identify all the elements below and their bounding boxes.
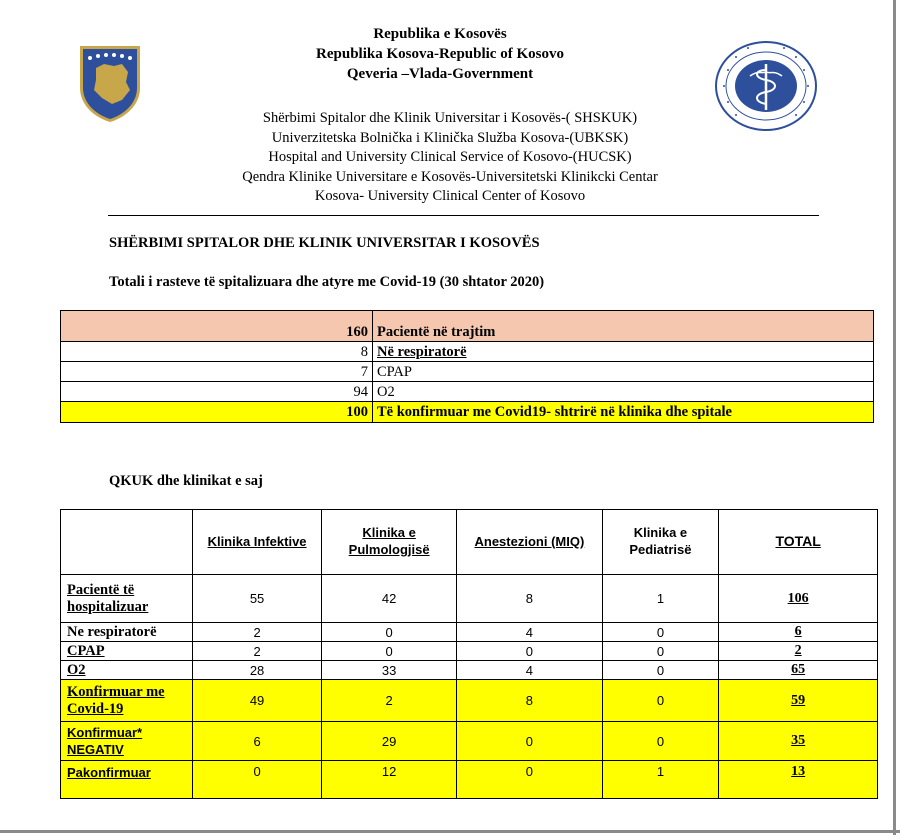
table-cell: 0 — [602, 680, 719, 722]
table-cell: 0 — [602, 623, 719, 642]
table-cell: 33 — [322, 661, 457, 680]
clinics-header-row — [61, 510, 878, 575]
summary-row — [61, 402, 874, 423]
summary-value: 8 — [61, 342, 373, 362]
table-cell: 0 — [457, 722, 602, 761]
table-cell: 28 — [193, 661, 322, 680]
table-row — [61, 642, 878, 661]
table-cell: 6 — [193, 722, 322, 761]
summary-table — [60, 310, 874, 423]
table-cell: 0 — [602, 661, 719, 680]
row-total: 2 — [719, 642, 878, 661]
summary-label: CPAP — [373, 362, 874, 382]
table-cell: 0 — [322, 642, 457, 661]
row-label: Konfirmuar me Covid-19 — [61, 680, 193, 722]
summary-label: Të konfirmuar me Covid19- shtrirë në klinika dhe spitale — [373, 402, 874, 423]
row-total: 65 — [719, 661, 878, 680]
table-cell: 12 — [322, 761, 457, 799]
clinics-table — [60, 509, 878, 799]
clinics-section-title: QKUK dhe klinikat e saj — [109, 473, 263, 489]
row-label: Ne respiratorë — [61, 623, 193, 642]
table-cell: 8 — [457, 575, 602, 623]
summary-label: Në respiratorë — [373, 342, 874, 362]
table-row — [61, 623, 878, 642]
row-label: Pacientë të hospitalizuar — [61, 575, 193, 623]
table-cell: 2 — [193, 623, 322, 642]
table-cell: 2 — [193, 642, 322, 661]
page-edge-bottom — [0, 830, 900, 833]
table-cell: 2 — [322, 680, 457, 722]
summary-row — [61, 382, 874, 402]
column-header: Anestezioni (MIQ) — [457, 510, 602, 575]
row-label: Pakonfirmuar — [61, 761, 193, 799]
table-cell: 0 — [602, 722, 719, 761]
table-cell: 42 — [322, 575, 457, 623]
table-row — [61, 661, 878, 680]
header-republic-sq: Republika e Kosovës — [373, 26, 507, 42]
row-total: 35 — [719, 722, 878, 761]
summary-row — [61, 342, 874, 362]
row-total: 6 — [719, 623, 878, 642]
row-total: 106 — [719, 575, 878, 623]
column-header: Klinika e Pediatrisë — [602, 510, 719, 575]
table-row — [61, 680, 878, 722]
table-cell: 55 — [193, 575, 322, 623]
institution-line: Hospital and University Clinical Service of Kosovo-(HUCSK) — [268, 149, 632, 166]
report-subtitle: Totali i rasteve të spitalizuara dhe atyre me Covid-19 (30 shtator 2020) — [109, 274, 545, 290]
summary-value: 160 — [61, 311, 373, 342]
corner-cell — [61, 510, 193, 575]
table-cell: 0 — [602, 642, 719, 661]
institution-names — [200, 109, 700, 207]
kosovo-coat-of-arms-icon — [78, 44, 142, 124]
institution-line: Kosova- University Clinical Center of Kosovo — [314, 188, 586, 205]
table-cell: 1 — [602, 761, 719, 799]
summary-label: Pacientë në trajtim — [373, 311, 874, 342]
institution-line: Univerzitetska Bolnička i Klinička Služba Kosova-(UBKSK) — [271, 129, 629, 146]
summary-label: O2 — [373, 382, 874, 402]
header-government: Qeveria –Vlada-Government — [346, 66, 534, 82]
page-edge-right — [893, 0, 896, 835]
table-cell: 0 — [457, 761, 602, 799]
row-label: O2 — [61, 661, 193, 680]
table-cell: 4 — [457, 661, 602, 680]
table-cell: 0 — [457, 642, 602, 661]
summary-row — [61, 362, 874, 382]
table-row — [61, 722, 878, 761]
summary-value: 94 — [61, 382, 373, 402]
column-header: TOTAL — [719, 510, 878, 575]
table-row — [61, 575, 878, 623]
header-divider — [108, 215, 819, 216]
summary-value: 7 — [61, 362, 373, 382]
header-republic-multi: Republika Kosova-Republic of Kosovo — [316, 46, 564, 62]
table-cell: 8 — [457, 680, 602, 722]
row-label: CPAP — [61, 642, 193, 661]
table-cell: 4 — [457, 623, 602, 642]
summary-value: 100 — [61, 402, 373, 423]
institution-line: Qendra Klinike Universitare e Kosovës-Universitetski Klinikcki Centar — [242, 168, 658, 185]
row-label: Konfirmuar* NEGATIV — [61, 722, 193, 761]
institution-line: Shërbimi Spitalor dhe Klinik Universitar i Kosovës-( SHSKUK) — [262, 110, 638, 126]
row-total: 13 — [719, 761, 878, 799]
row-total: 59 — [719, 680, 878, 722]
table-cell: 0 — [322, 623, 457, 642]
column-header: Klinika e Pulmologjisë — [322, 510, 457, 575]
column-header: Klinika Infektive — [193, 510, 322, 575]
table-row — [61, 761, 878, 799]
section-title: SHËRBIMI SPITALOR DHE KLINIK UNIVERSITAR I KOSOVËS — [109, 235, 540, 251]
table-cell: 1 — [602, 575, 719, 623]
table-cell: 29 — [322, 722, 457, 761]
summary-row — [61, 311, 874, 342]
table-cell: 49 — [193, 680, 322, 722]
ucck-seal-icon — [714, 40, 818, 132]
table-cell: 0 — [193, 761, 322, 799]
